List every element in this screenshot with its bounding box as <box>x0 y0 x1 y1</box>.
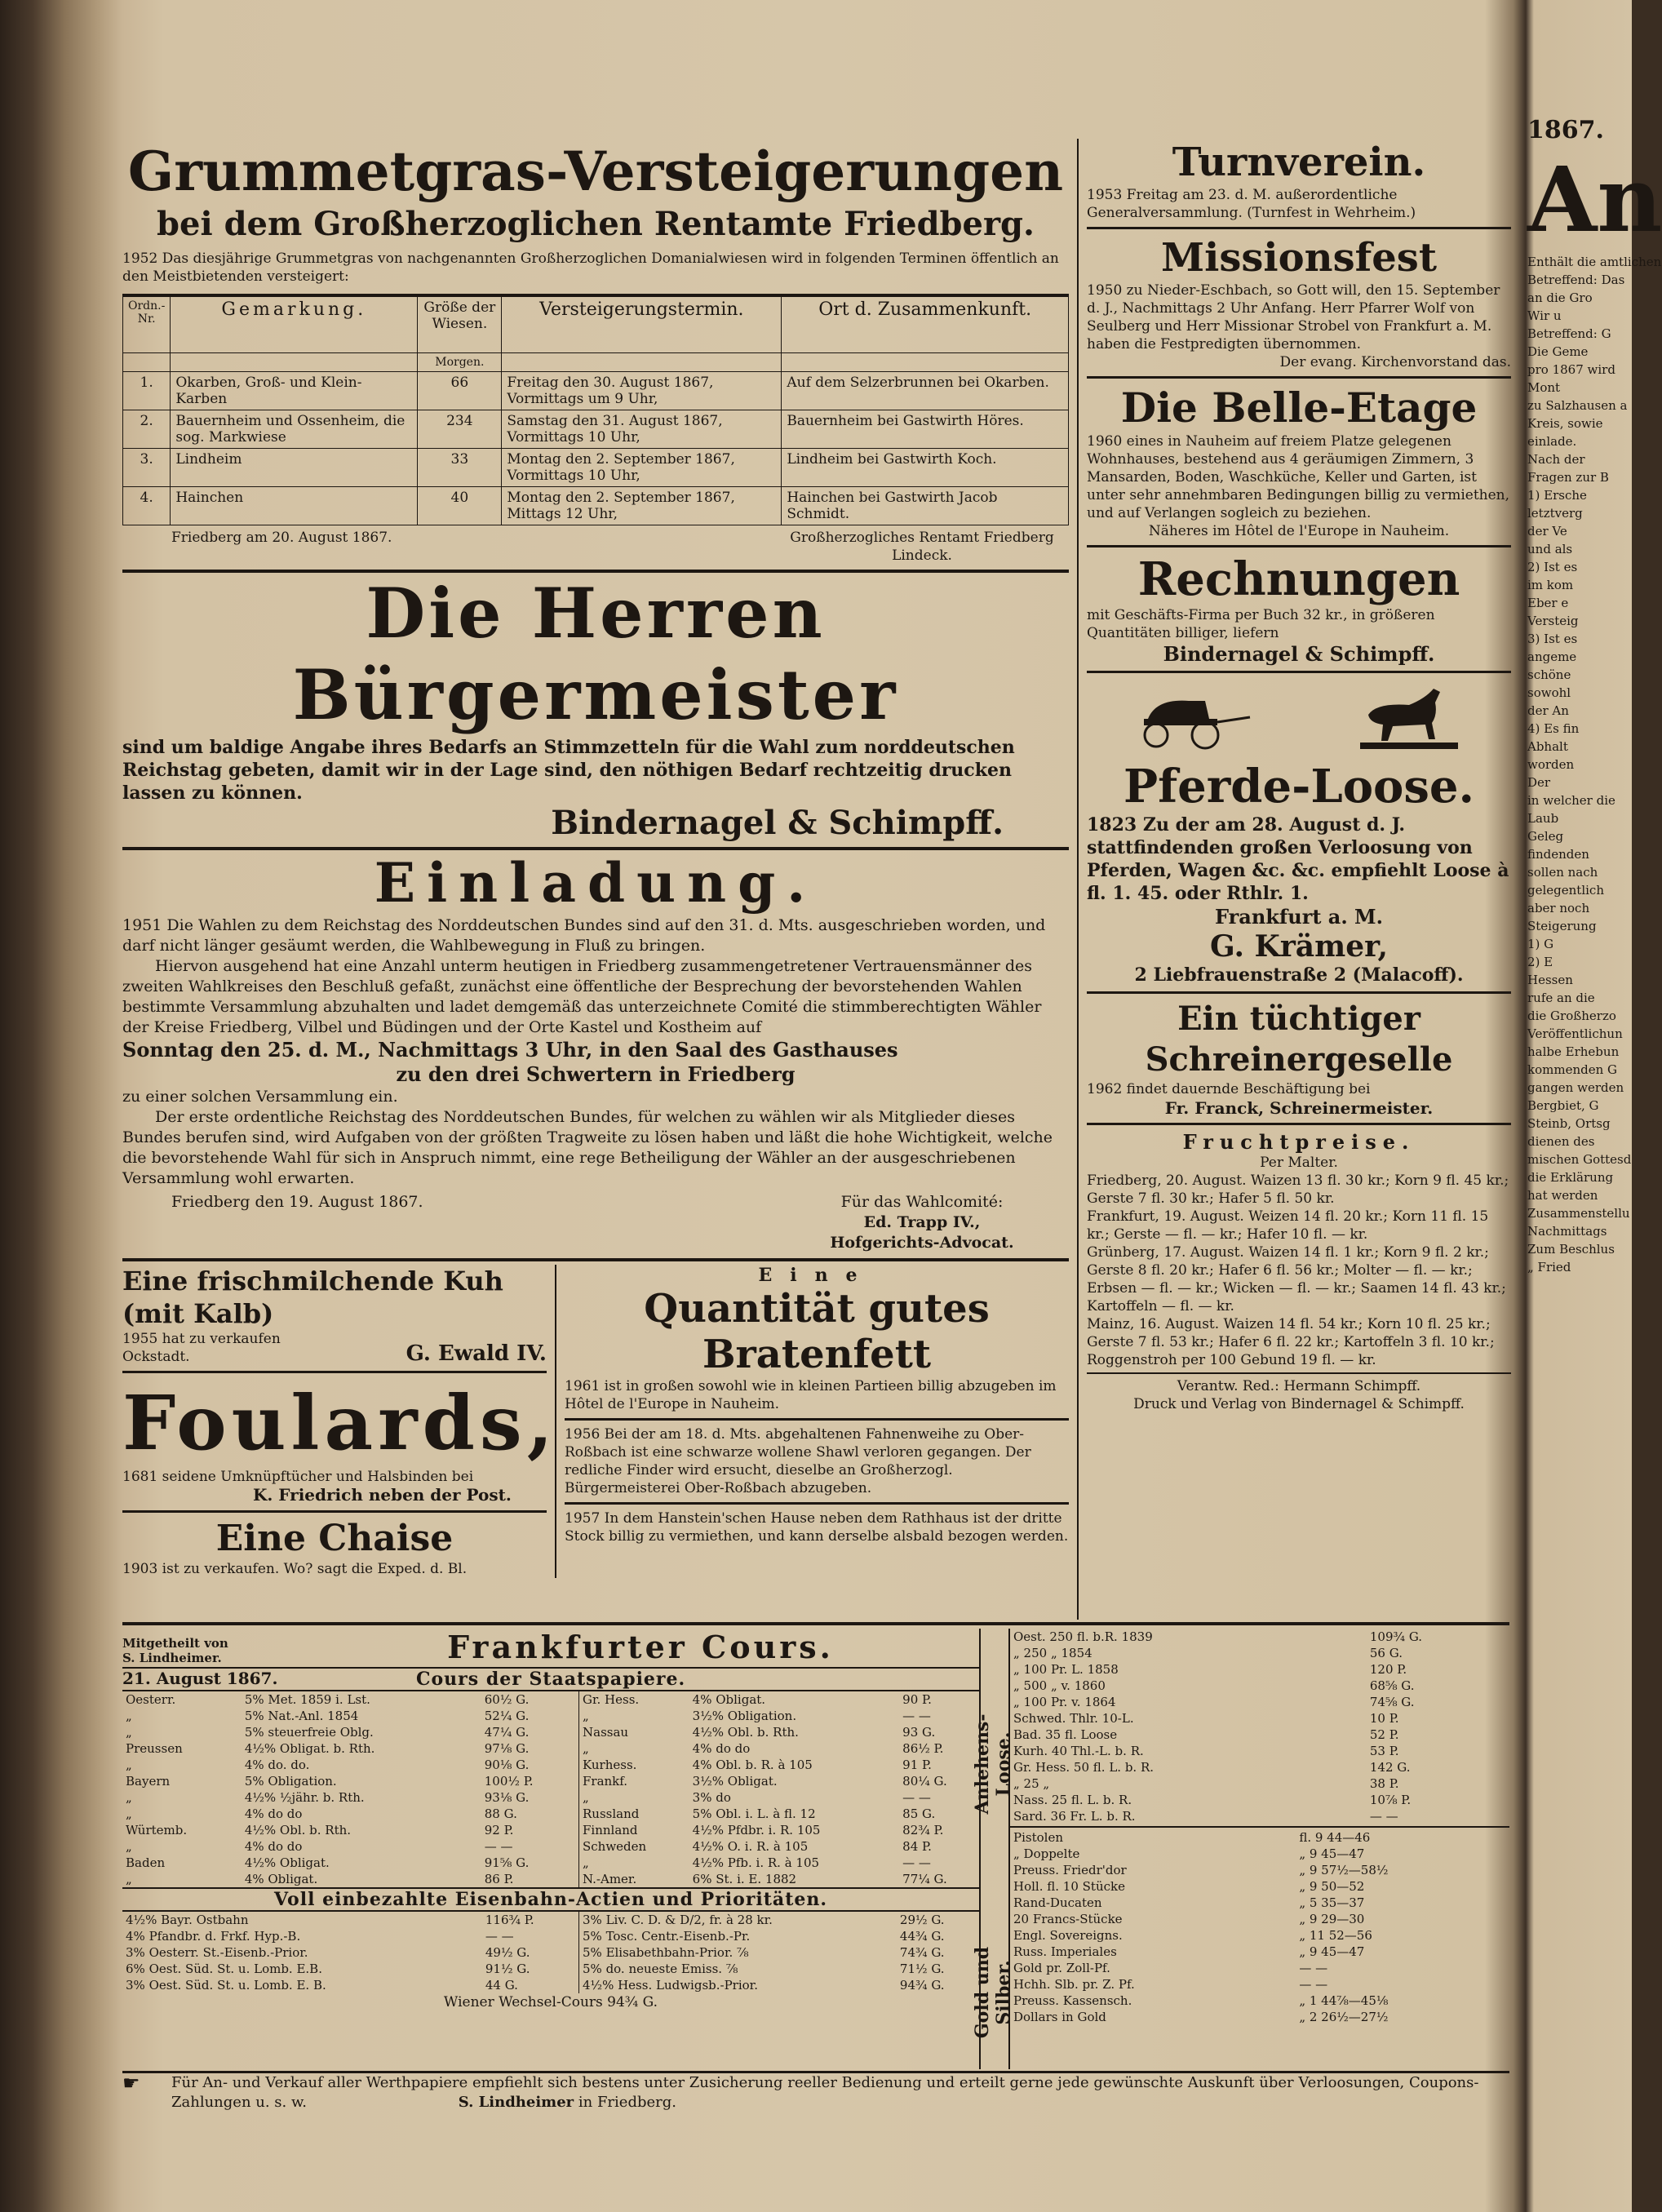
table-row: 4½% Bayr. Ostbahn 116¾ P. <box>126 1913 534 1927</box>
frucht-entries <box>1087 1172 1511 1369</box>
loose-table <box>1010 1629 1509 1824</box>
rechnungen-title: Rechnungen <box>1137 552 1460 606</box>
table-row: 3% Liv. C. D. & D/2, fr. à 28 kr. 29½ G. <box>583 1913 945 1927</box>
table-row: Finnland 4½% Pfdbr. i. R. 105 82¾ P. <box>583 1823 944 1837</box>
edge-line: Laub <box>1527 811 1559 826</box>
table-row: Frankf. 3½% Obligat. 80¼ G. <box>583 1774 947 1789</box>
grummet-table <box>122 294 1069 525</box>
loose-label: Anlehens-Loose. <box>972 1713 1014 1815</box>
cours-date: 21. August 1867. <box>122 1669 278 1688</box>
table-row: „ 4½% ½jähr. b. Rth. 93⅛ G. <box>126 1790 530 1805</box>
belle-text: 1960 eines in Nauheim auf freiem Platze gelegenen Wohnhauses, bestehend aus 4 geräumigen Zimmern, 3 Mansarden, Boden, Waschküche, Keller und Garten, ist unter sehr annehmbaren Bedingungen billig zu vermiethen, und auf Verlangen sogleich zu beziehen. <box>1087 433 1510 521</box>
table-row: „ 4% do do 88 G. <box>126 1806 517 1821</box>
imprint-2: Druck und Verlag von Bindernagel & Schimpff. <box>1133 1396 1465 1412</box>
edge-line: Steigerung <box>1527 919 1597 933</box>
cours-sub1: Cours der Staatspapiere. <box>416 1669 686 1690</box>
turnverein-title: Turnverein. <box>1172 140 1426 185</box>
table-row: 20 Francs-Stücke „ 9 29—30 <box>1013 1912 1365 1926</box>
edge-line: Zusammenstellu <box>1527 1206 1630 1221</box>
table-row: „ 500 „ v. 1860 68⅝ G. <box>1013 1678 1415 1693</box>
edge-line: 4) Es fin <box>1527 721 1580 736</box>
edge-line: Nachmittags <box>1527 1224 1607 1239</box>
edge-line: Bergbiet, G <box>1527 1098 1599 1113</box>
table-row: 1. Okarben, Groß- und Klein-Karben 66 Freitag den 30. August 1867, Vormittags um 9 Uhr, Auf dem Selzerbrunnen bei Okarben. <box>123 371 1069 410</box>
table-row: „ 5% Nat.-Anl. 1854 52¼ G. <box>126 1709 530 1723</box>
table-row: 6% Oest. Süd. St. u. Lomb. E.B. 91½ G. <box>126 1962 530 1976</box>
cours-left-table <box>122 1691 579 1887</box>
edge-line: rufe an die <box>1527 991 1595 1005</box>
schreiner-sign: Fr. Franck, Schreinermeister. <box>1164 1098 1434 1118</box>
edge-line: „ Fried <box>1527 1260 1571 1274</box>
edge-line: Hessen <box>1527 973 1573 987</box>
edge-line: im kom <box>1527 578 1574 592</box>
belle-title: Die Belle-Etage <box>1120 383 1478 432</box>
pferde-illustrations <box>1087 678 1511 760</box>
edge-line: und als <box>1527 542 1573 556</box>
edge-line: halbe Erhebun <box>1527 1044 1620 1059</box>
table-row: Nassau 4½% Obl. b. Rth. 93 G. <box>583 1725 936 1740</box>
edge-line: Geleg <box>1527 829 1564 844</box>
gold-label: Gold und Silber. <box>972 1946 1014 2039</box>
table-row: Hchh. Slb. pr. Z. Pf. — — <box>1013 1977 1328 1992</box>
divider <box>1087 545 1511 547</box>
edge-line: hat werden <box>1527 1188 1598 1203</box>
edge-line: gelegentlich <box>1527 883 1604 898</box>
bahn-left-table <box>122 1912 579 1993</box>
edge-line: An <box>1527 147 1662 252</box>
table-row: Bad. 35 fl. Loose 52 P. <box>1013 1727 1399 1742</box>
edge-line: Betreffend: G <box>1527 326 1611 341</box>
foulards-text: 1681 seidene Umknüpftücher und Halsbinden bei <box>122 1468 474 1485</box>
table-row: Bayern 5% Obligation. 100½ P. <box>126 1774 534 1789</box>
schreiner-title: Ein tüchtiger Schreinergeselle <box>1145 1000 1453 1079</box>
foulards-sign: K. Friedrich neben der Post. <box>253 1484 512 1505</box>
edge-line: Wir u <box>1527 308 1562 323</box>
list-item: Frankfurt, 19. August. Weizen 14 fl. 20 kr.; Korn 11 fl. 15 kr.; Gerste — fl. — kr.; Hafer 10 fl. — kr. <box>1087 1208 1489 1243</box>
missionsfest-text: 1950 zu Nieder-Eschbach, so Gott will, den 15. September d. J., Nachmittags 2 Uhr Anfang. Herr Pfarrer Wolf von Seulberg und Herr Missionar Strobel von Frankfurt a. M. haben die Festpredigten übernommen. <box>1087 282 1500 352</box>
divider <box>565 1502 1069 1505</box>
table-row: Oesterr. 5% Met. 1859 i. Lst. 60½ G. <box>126 1692 530 1707</box>
table-row: 4½% Hess. Ludwigsb.-Prior. 94¾ G. <box>583 1978 945 1993</box>
edge-line: zu Salzhausen a <box>1527 398 1628 413</box>
bahn-right-table <box>579 1912 979 1993</box>
table-row: 5% do. neueste Emiss. ⅞ 71½ G. <box>583 1962 945 1976</box>
edge-line: Nach der <box>1527 452 1585 467</box>
carriage-icon <box>1132 686 1254 751</box>
table-row: Gr. Hess. 50 fl. L. b. R. 142 G. <box>1013 1760 1411 1775</box>
chaise-title: Eine Chaise <box>215 1517 454 1559</box>
right-column <box>1087 139 1511 1413</box>
horse-icon <box>1344 682 1466 756</box>
edge-line: 3) Ist es <box>1527 632 1578 646</box>
edge-line: 2) Ist es <box>1527 560 1578 574</box>
edge-line: Kreis, sowie <box>1527 416 1603 431</box>
table-row: Würtemb. 4½% Obl. b. Rth. 92 P. <box>126 1823 514 1837</box>
newspaper-page <box>114 73 1518 2162</box>
table-row: Holl. fl. 10 Stücke „ 9 50—52 <box>1013 1879 1365 1894</box>
edge-line: angeme <box>1527 649 1577 664</box>
divider <box>122 1510 547 1513</box>
edge-line: 1) G <box>1527 937 1554 951</box>
missionsfest-title: Missionsfest <box>1161 235 1437 281</box>
table-row: Russ. Imperiales „ 9 45—47 <box>1013 1944 1365 1959</box>
edge-line: 2) E <box>1527 955 1553 969</box>
left-column <box>122 139 1069 1578</box>
small-ads-row <box>122 1265 1069 1578</box>
list-item: Friedberg, 20. August. Waizen 13 fl. 30 kr.; Korn 9 fl. 45 kr.; Gerste 7 fl. 30 kr.; Hafer 5 fl. 50 kr. <box>1087 1172 1509 1207</box>
belle-sign: Näheres im Hôtel de l'Europe in Nauheim. <box>1148 523 1450 539</box>
table-row: Preuss. Friedr'dor „ 9 57½—58½ <box>1013 1863 1389 1877</box>
wiener-wechsel: Wiener Wechsel-Cours 94¾ G. <box>443 1994 658 2010</box>
kuh-text: 1955 hat zu verkaufen Ockstadt. <box>122 1330 281 1365</box>
table-row: Baden 4½% Obligat. 91⅝ G. <box>126 1855 530 1870</box>
table-row: Preussen 4½% Obligat. b. Rth. 97⅛ G. <box>126 1741 530 1756</box>
edge-line: Eber e <box>1527 596 1569 610</box>
bratenfett-title: Quantität gutes Bratenfett <box>644 1285 990 1377</box>
table-row: N.-Amer. 6% St. i. E. 1882 77¼ G. <box>583 1872 947 1886</box>
table-row: Schweden 4½% O. i. R. à 105 84 P. <box>583 1839 932 1854</box>
edge-line: Zum Beschlus <box>1527 1242 1615 1257</box>
edge-line: findenden <box>1527 847 1589 862</box>
cours-mitgeteilt: Mitgetheilt von S. Lindheimer. <box>122 1636 228 1665</box>
edge-line: gangen werden <box>1527 1080 1624 1095</box>
table-row: Russland 5% Obl. i. L. à fl. 12 85 G. <box>583 1806 936 1821</box>
kuh-title: Eine frischmilchende Kuh (mit Kalb) <box>122 1265 503 1329</box>
grummet-title: Grummetgras-Versteigerungen <box>127 140 1064 203</box>
header-morgen: Morgen. <box>418 352 502 371</box>
table-row: „ Doppelte „ 9 45—47 <box>1013 1846 1365 1861</box>
edge-line: Enthält die amtlichen <box>1527 255 1662 269</box>
header-ort: Ort d. Zusammenkunft. <box>782 295 1069 352</box>
edge-line: kommenden G <box>1527 1062 1617 1077</box>
kuh-sign: G. Ewald IV. <box>406 1341 547 1366</box>
edge-line: Mont <box>1527 380 1561 395</box>
edge-line: Veröffentlichun <box>1527 1026 1623 1041</box>
edge-line: 1867. <box>1527 116 1604 144</box>
column-rule <box>1077 139 1079 1620</box>
missionsfest-sign: Der evang. Kirchenvorstand das. <box>1279 354 1511 370</box>
table-row: 4% Pfandbr. d. Frkf. Hyp.-B. — — <box>126 1929 514 1944</box>
edge-line: worden <box>1527 757 1575 772</box>
table-row: Gold pr. Zoll-Pf. — — <box>1013 1961 1328 1975</box>
edge-line: sowohl <box>1527 685 1571 700</box>
table-row: Pistolen fl. 9 44—46 <box>1013 1830 1371 1845</box>
divider <box>122 1371 547 1373</box>
table-row: „ 4½% Pfb. i. R. à 105 — — <box>583 1855 931 1870</box>
table-row: 4. Hainchen 40 Montag den 2. September 1867, Mittags 12 Uhr, Hainchen bei Gastwirth Jacob Schmidt. <box>123 486 1069 525</box>
table-row: Sard. 36 Fr. L. b. R. — — <box>1013 1809 1398 1824</box>
table-row: „ 25 „ 38 P. <box>1013 1776 1399 1791</box>
list-item: Mainz, 16. August. Waizen 14 fl. 54 kr.; Korn 10 fl. 25 kr.; Gerste 7 fl. 53 kr.; Hafer 6 fl. 22 kr.; Kartoffeln 3 fl. 10 kr.; Roggenstroh per 100 Gebund 19 fl. — kr. <box>1087 1316 1495 1368</box>
edge-line: 1) Ersche <box>1527 488 1587 503</box>
cours-side <box>972 1629 1509 2069</box>
table-row: 5% Elisabethbahn-Prior. ⅞ 74¾ G. <box>583 1945 945 1960</box>
divider <box>1087 227 1511 229</box>
cours-title: Frankfurter Cours. <box>447 1629 834 1665</box>
bratenfett-eine: Eine <box>758 1264 875 1286</box>
rechnungen-text: mit Geschäfts-Firma per Buch 32 kr., in größeren Quantitäten billiger, liefern <box>1087 607 1435 641</box>
cours-section <box>122 1629 1509 2112</box>
edge-line: pro 1867 wird <box>1527 362 1615 377</box>
einladung-title: Einladung. <box>374 850 818 915</box>
grummet-intro: 1952 Das diesjährige Grummetgras von nachgenannten Großherzoglichen Domanialwiesen wird in folgenden Terminen öffentlich an den Meistbietenden versteigert: <box>122 250 1059 285</box>
chaise-text: 1903 ist zu verkaufen. Wo? sagt die Exped. d. Bl. <box>122 1560 468 1577</box>
table-row: Schwed. Thlr. 10-L. 10 P. <box>1013 1711 1399 1726</box>
table-row: Engl. Sovereigns. „ 11 52—56 <box>1013 1928 1372 1943</box>
pferde-addr: 2 Liebfrauenstraße 2 (Malacoff). <box>1134 964 1464 986</box>
header-termin: Versteigerungstermin. <box>502 295 782 352</box>
divider <box>1087 1123 1511 1125</box>
cours-footer: ☛ Für An- und Verkauf aller Werthpapiere empfiehlt sich bestens unter Zusicherung reeller Bedienung und erteilt gerne jede gewünschte Auskunft über Verloosungen, Coupons-Zahlungen u. s. w. S. Lindheimer in Friedberg. <box>122 2071 1509 2112</box>
bratenfett-text: 1961 ist in großen sowohl wie in kleinen Partieen billig abzugeben im Hôtel de l'Europe in Nauheim. <box>565 1377 1057 1412</box>
grummet-signature: Friedberg am 20. August 1867. Großherzogliches Rentamt Friedberg Lindeck. <box>171 529 1054 564</box>
table-row: Oest. 250 fl. b.R. 1839 109¾ G. <box>1013 1629 1423 1644</box>
divider <box>1087 1372 1511 1374</box>
edge-line: Abhalt <box>1527 739 1568 754</box>
edge-line: Der <box>1527 775 1551 790</box>
table-row: „ 250 „ 1854 56 G. <box>1013 1646 1403 1660</box>
edge-line: Versteig <box>1527 614 1579 628</box>
header-gemarkung: Gemarkung. <box>171 295 418 352</box>
table-row: „ 4% Obligat. 86 P. <box>126 1872 514 1886</box>
footer-sign: S. Lindheimer <box>458 2094 574 2111</box>
edge-line: letztverg <box>1527 506 1583 521</box>
divider <box>1087 671 1511 673</box>
small-ads-right <box>556 1265 1069 1578</box>
edge-line: dienen des <box>1527 1134 1595 1149</box>
list-item: Grünberg, 17. August. Waizen 14 fl. 1 kr.; Korn 9 fl. 2 kr.; Gerste 8 fl. 20 kr.; Hafer 6 fl. 56 kr.; Molter — fl. — kr.; Erbsen — fl. — kr.; Wicken — fl. — kr.; Saamen 14 fl. 43 kr.; Kartoffeln — fl. — kr. <box>1087 1244 1506 1314</box>
pferde-sign: G. Krämer, <box>1210 929 1388 964</box>
table-row: Dollars in Gold „ 2 26½—27½ <box>1013 2010 1389 2024</box>
table-row: „ 3½% Obligation. — — <box>583 1709 931 1723</box>
table-row: Nass. 25 fl. L. b. R. 10⅞ P. <box>1013 1793 1412 1807</box>
edge-line: an die Gro <box>1527 290 1593 305</box>
buergermeister-sign: Bindernagel & Schimpff. <box>551 803 1004 842</box>
shawl-text: 1956 Bei der am 18. d. Mts. abgehaltenen Fahnenweihe zu Ober-Roßbach ist eine schwarze wollene Shawl verloren gegangen. Der redliche Finder wird ersucht, dieselbe an Großherzogl. Bürgermeisterei Ober-Roßbach abzugeben. <box>565 1425 1031 1496</box>
edge-line: Fragen zur B <box>1527 470 1609 485</box>
header-nr: Ordn.-Nr. <box>123 295 171 352</box>
edge-line: Betreffend: Das <box>1527 273 1625 287</box>
small-ads-left <box>122 1265 556 1578</box>
edge-line: sollen nach <box>1527 865 1598 880</box>
divider <box>565 1418 1069 1421</box>
edge-line: aber noch <box>1527 901 1590 915</box>
schreiner-text: 1962 findet dauernde Beschäftigung bei <box>1087 1081 1371 1097</box>
turnverein-text: 1953 Freitag am 23. d. M. außerordentliche Generalversammlung. (Turnfest in Wehrheim.) <box>1087 187 1416 221</box>
table-row: Kurhess. 4% Obl. b. R. à 105 91 P. <box>583 1758 932 1772</box>
cours-sub2: Voll einbezahlte Eisenbahn-Actien und Prioritäten. <box>122 1887 979 1912</box>
divider <box>1087 376 1511 379</box>
frucht-title: Fruchtpreise. <box>1182 1130 1416 1154</box>
edge-line: mischen Gottesd <box>1527 1152 1632 1167</box>
divider <box>1087 991 1511 994</box>
header-groesse: Größe der Wiesen. <box>418 295 502 352</box>
table-row: 2. Bauernheim und Ossenheim, die sog. Markwiese 234 Samstag den 31. August 1867, Vormittags 10 Uhr, Bauernheim bei Gastwirth Höres. <box>123 410 1069 448</box>
pointing-hand-icon: ☛ <box>122 2072 140 2095</box>
edge-line: der Ve <box>1527 524 1567 539</box>
buergermeister-text: sind um baldige Angabe ihres Bedarfs an Stimmzetteln für die Wahl zum norddeutschen Reichstag gebeten, damit wir in der Lage sind, den nöthigen Bedarf rechtzeitig drucken lassen zu können. <box>122 736 1015 804</box>
edge-line: schöne <box>1527 667 1571 682</box>
foulards-title: Foulards, <box>122 1378 558 1467</box>
table-row: Rand-Ducaten „ 5 35—37 <box>1013 1895 1365 1910</box>
rechnungen-sign: Bindernagel & Schimpff. <box>1163 642 1435 666</box>
table-row: Preuss. Kassensch. „ 1 44⅞—45⅛ <box>1013 1993 1389 2008</box>
buergermeister-title: Die Herren Bürgermeister <box>292 572 899 735</box>
table-row: 3. Lindheim 33 Montag den 2. September 1867, Vormittags 10 Uhr, Lindheim bei Gastwirth Koch. <box>123 448 1069 486</box>
frucht-per: Per Malter. <box>1260 1155 1338 1171</box>
table-row: 5% Tosc. Centr.-Eisenb.-Pr. 44¾ G. <box>583 1929 945 1944</box>
pferde-title: Pferde-Loose. <box>1123 760 1475 813</box>
cours-top-rule <box>122 1622 1509 1625</box>
grummet-subtitle: bei dem Großherzoglichen Rentamte Friedberg. <box>157 205 1035 243</box>
edge-line: Steinb, Ortsg <box>1527 1116 1611 1131</box>
cours-main <box>122 1629 979 2069</box>
table-row: „ 4% do. do. 90⅛ G. <box>126 1758 530 1772</box>
divider <box>122 1258 1069 1261</box>
table-row: „ 100 Pr. L. 1858 120 P. <box>1013 1662 1407 1677</box>
gold-table <box>1010 1829 1509 2025</box>
pferde-place: Frankfurt a. M. <box>1215 905 1383 929</box>
stock-text: 1957 In dem Hanstein'schen Hause neben dem Rathhaus ist der dritte Stock billig zu vermiethen, und kann derselbe alsbald bezogen werden. <box>565 1509 1069 1545</box>
edge-line: Die Geme <box>1527 344 1589 359</box>
pferde-text: 1823 Zu der am 28. August d. J. stattfindenden großen Verloosung von Pferden, Wagen &c. &c. empfiehlt Loose à fl. 1. 45. oder Rthlr. 1. <box>1087 814 1509 904</box>
imprint-1: Verantw. Red.: Hermann Schimpff. <box>1177 1378 1421 1394</box>
edge-line: in welcher die <box>1527 793 1615 808</box>
table-row: „ 100 Pr. v. 1864 74⅝ G. <box>1013 1695 1415 1709</box>
table-row: „ 4% do do 86½ P. <box>583 1741 944 1756</box>
edge-line: die Großherzo <box>1527 1008 1616 1023</box>
einladung-body: 1951 Die Wahlen zu dem Reichstag des Norddeutschen Bundes sind auf den 31. d. Mts. ausgeschrieben worden, und darf nicht länger gesäumt werden, die Wahlbewegung in Fluß zu bringen. Hiervon ausgehend hat eine Anzahl unterm heutigen in Friedberg zusammengetretener Vertrauensmänner des zweiten Wahlkreises den Beschluß gefaßt, zunächst eine öffentliche der Besprechung der bevorstehenden Wahlen bestimmte Versammlung abzuhalten und ladet demgemäß das unterzeichnete Comité die stimmberechtigten Wähler der Kreise Friedberg, Vilbel und Büdingen und der Orte Kastel und Kostheim auf Sonntag den 25. d. M., Nachmittags 3 Uhr, in den Saal des Gasthauses zu den drei Schwertern in Friedberg zu einer solchen Versammlung ein. Der erste ordentliche Reichstag des Norddeutschen Bundes, für welchen zu wählen wir als Mitglieder dieses Bundes berufen sind, wird Aufgaben von der größten Tragweite zu lösen haben und läßt die hohe Wichtigkeit, welche die bevorstehende Wahl für sich in Anspruch nimmt, eine rege Betheiligung der Wähler an der ausgeschriebenen Versammlung wohl erwarten. Friedberg den 19. August 1867. Für das Wahlcomité: Ed. Trapp IV., Hofgerichts-Advocat. <box>122 915 1053 1252</box>
next-page-edge <box>1527 114 1662 2154</box>
cours-mid-table <box>579 1691 979 1887</box>
table-row: Gr. Hess. 4% Obligat. 90 P. <box>583 1692 932 1707</box>
edge-line: einlade. <box>1527 434 1577 449</box>
table-row: „ 3% do — — <box>583 1790 931 1805</box>
table-row: 3% Oest. Süd. St. u. Lomb. E. B. 44 G. <box>126 1978 518 1993</box>
table-row: „ 5% steuerfreie Oblg. 47¼ G. <box>126 1725 530 1740</box>
table-row: „ 4% do do — — <box>126 1839 513 1854</box>
table-row: Kurh. 40 Thl.-L. b. R. 53 P. <box>1013 1744 1399 1758</box>
table-row: 3% Oesterr. St.-Eisenb.-Prior. 49½ G. <box>126 1945 530 1960</box>
edge-line: der An <box>1527 703 1569 718</box>
divider <box>1010 1826 1509 1828</box>
edge-line: die Erklärung <box>1527 1170 1614 1185</box>
